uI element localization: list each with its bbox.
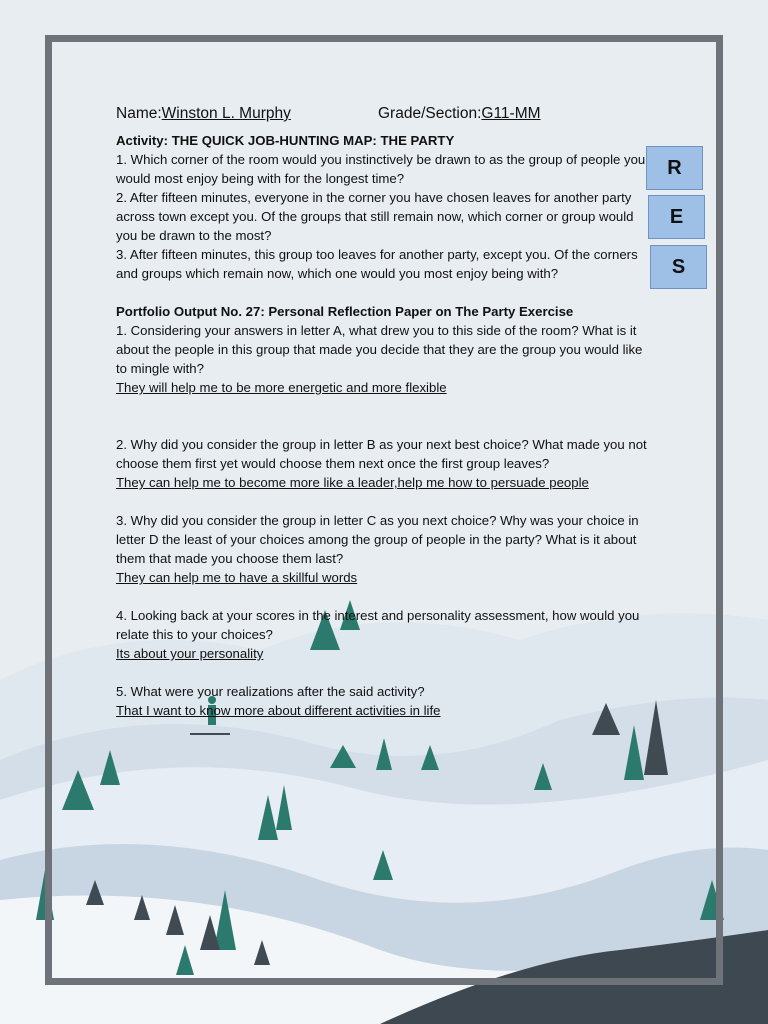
grade-label: Grade/Section: <box>378 105 482 122</box>
portfolio-title: Portfolio Output No. 27: Personal Reflection Paper on The Party Exercise <box>116 304 574 319</box>
answer-box-3: S <box>650 245 707 289</box>
portfolio-answer-4: Its about your personality <box>116 646 264 661</box>
activity-question-2: 2. After fifteen minutes, everyone in the corner you have chosen leaves for another party across town except you. Of the groups that still remain now, which corner or group would you be drawn to the most? <box>116 190 634 243</box>
portfolio-answer-2: They can help me to become more like a leader,help me how to persuade people <box>116 475 589 490</box>
portfolio-question-5: 5. What were your realizations after the said activity? <box>116 684 425 699</box>
name-value: Winston L. Murphy <box>161 105 291 122</box>
activity-question-1: 1. Which corner of the room would you instinctively be drawn to as the group of people you would most enjoy being with for the longest time? <box>116 152 646 186</box>
portfolio-question-4: 4. Looking back at your scores in the interest and personality assessment, how would you relate this to your choices? <box>116 608 640 642</box>
name-label: Name: <box>116 105 162 122</box>
grade-section <box>378 104 541 123</box>
portfolio-answer-1: They will help me to be more energetic and more flexible <box>116 380 447 395</box>
worksheet-content <box>116 104 656 720</box>
portfolio-question-2: 2. Why did you consider the group in letter B as your next best choice? What made you not choose them first yet would choose them next once the first group leaves? <box>116 437 647 471</box>
student-header <box>116 104 656 123</box>
portfolio-question-3: 3. Why did you consider the group in letter C as you next choice? Why was your choice in letter D the least of your choices among the group of people in the party? What is it about them that made you choose them last? <box>116 513 639 566</box>
answer-box-1: R <box>646 146 703 190</box>
portfolio-answer-3: They can help me to have a skillful words <box>116 570 358 585</box>
activity-question-3: 3. After fifteen minutes, this group too leaves for another party, except you. Of the corners and groups which remain now, which one would you most enjoy being with? <box>116 247 638 281</box>
activity-title: Activity: THE QUICK JOB-HUNTING MAP: THE PARTY <box>116 133 455 148</box>
portfolio-answer-5: That I want to know more about different activities in life <box>116 703 441 718</box>
portfolio-question-1: 1. Considering your answers in letter A, what drew you to this side of the room? What is it about the people in this group that made you decide that they are the group you would like to mingle with? <box>116 323 643 376</box>
answer-box-2: E <box>648 195 705 239</box>
grade-value: G11-MM <box>481 105 541 122</box>
